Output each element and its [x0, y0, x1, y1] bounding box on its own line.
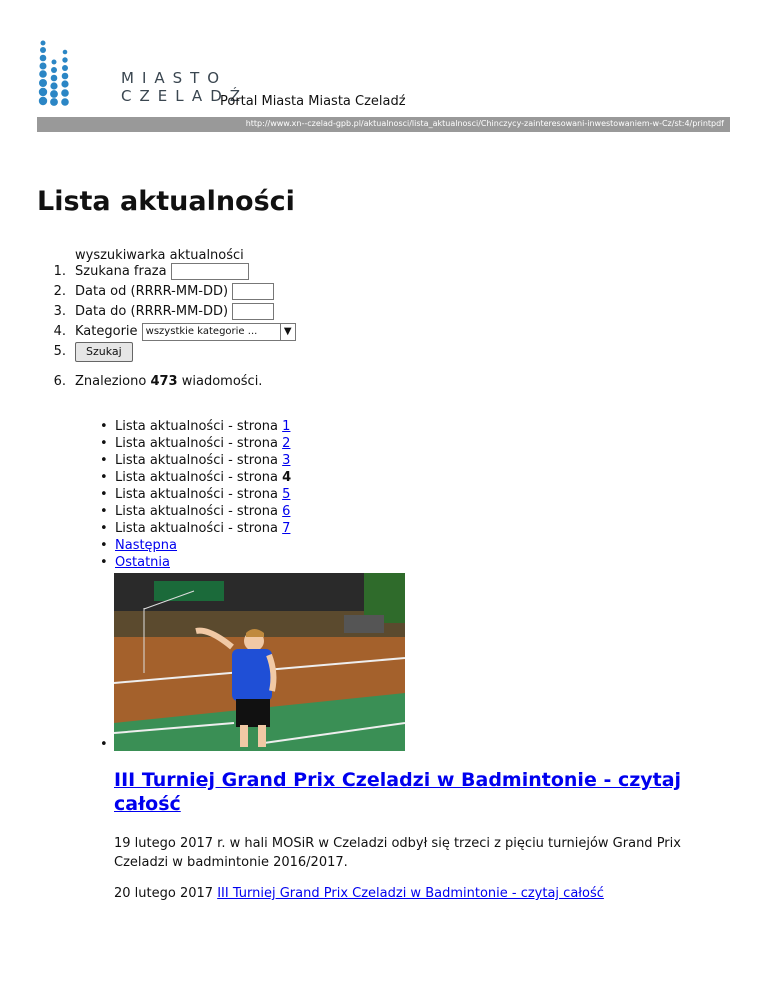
search-button[interactable]: Szukaj — [75, 342, 133, 362]
phrase-input[interactable] — [171, 263, 249, 280]
page-url: http://www.xn--czelad-gpb.pl/aktualnosci/lista_aktualnosci/Chinczycy-zainteresowani-inwestowaniem-w-Cz/st:4/printpdf — [245, 119, 724, 128]
page-link-3[interactable]: 3 — [282, 453, 291, 468]
page-link-1[interactable]: 1 — [282, 419, 291, 434]
last-page-link[interactable]: Ostatnia — [115, 555, 170, 570]
portal-title: Portal Miasta Miasta Czeladź — [220, 94, 406, 109]
url-bar — [37, 117, 730, 132]
page-link-5[interactable]: 5 — [282, 487, 291, 502]
list-item: • Lista aktualności - strona 4 — [100, 469, 291, 486]
date-to-input[interactable] — [232, 303, 274, 320]
read-more-link[interactable]: III Turniej Grand Prix Czeladzi w Badmintonie - czytaj całość — [217, 886, 604, 901]
date-from-input[interactable] — [232, 283, 274, 300]
logo-wordmark: MIASTO CZELADŹ — [121, 69, 249, 105]
page-link-2[interactable]: 2 — [282, 436, 291, 451]
list-item: • Lista aktualności - strona 1 — [100, 418, 291, 435]
page-title: Lista aktualności — [37, 186, 295, 217]
page-link-7[interactable]: 7 — [282, 521, 291, 536]
phrase-label: Szukana fraza — [75, 264, 167, 279]
article-lead: 19 lutego 2017 r. w hali MOSiR w Czeladzi odbył się trzeci z pięciu turniejów Grand Prix Czeladzi w badmintonie 2016/2017. — [114, 836, 681, 870]
article-title — [114, 768, 724, 816]
date-from-label: Data od (RRRR-MM-DD) — [75, 284, 229, 299]
list-item: • Lista aktualności - strona 3 — [100, 452, 291, 469]
current-page: 4 — [282, 470, 292, 485]
list-item: • Lista aktualności - strona 6 — [100, 503, 291, 520]
results-number: 473 — [150, 374, 178, 389]
category-select[interactable] — [142, 323, 296, 341]
category-label: Kategorie — [75, 324, 138, 339]
article-image-item — [100, 573, 405, 751]
article-meta — [114, 886, 604, 901]
page-link-6[interactable]: 6 — [282, 504, 291, 519]
article-title-link[interactable]: III Turniej Grand Prix Czeladzi w Badmintonie - czytaj całość — [114, 769, 682, 815]
list-item: • Lista aktualności - strona 2 — [100, 435, 291, 452]
results-count: 6. Znaleziono 473 wiadomości. — [53, 374, 263, 389]
pagination-list — [100, 418, 291, 571]
list-item: • Lista aktualności - strona 5 — [100, 486, 291, 503]
list-item: • Lista aktualności - strona 7 — [100, 520, 291, 537]
search-caption: wyszukiwarka aktualności — [75, 248, 244, 263]
dropdown-arrow-icon[interactable]: ▼ — [280, 324, 295, 340]
logo-dots-icon — [37, 38, 85, 110]
list-item — [100, 554, 291, 571]
category-select-value: wszystkie kategorie ... — [145, 325, 258, 337]
list-item — [100, 537, 291, 554]
badminton-player-photo[interactable] — [114, 573, 405, 751]
city-logo — [37, 38, 249, 110]
article-date: 20 lutego 2017 — [114, 886, 214, 901]
date-to-label: Data do (RRRR-MM-DD) — [75, 304, 229, 319]
next-page-link[interactable]: Następna — [115, 538, 178, 553]
